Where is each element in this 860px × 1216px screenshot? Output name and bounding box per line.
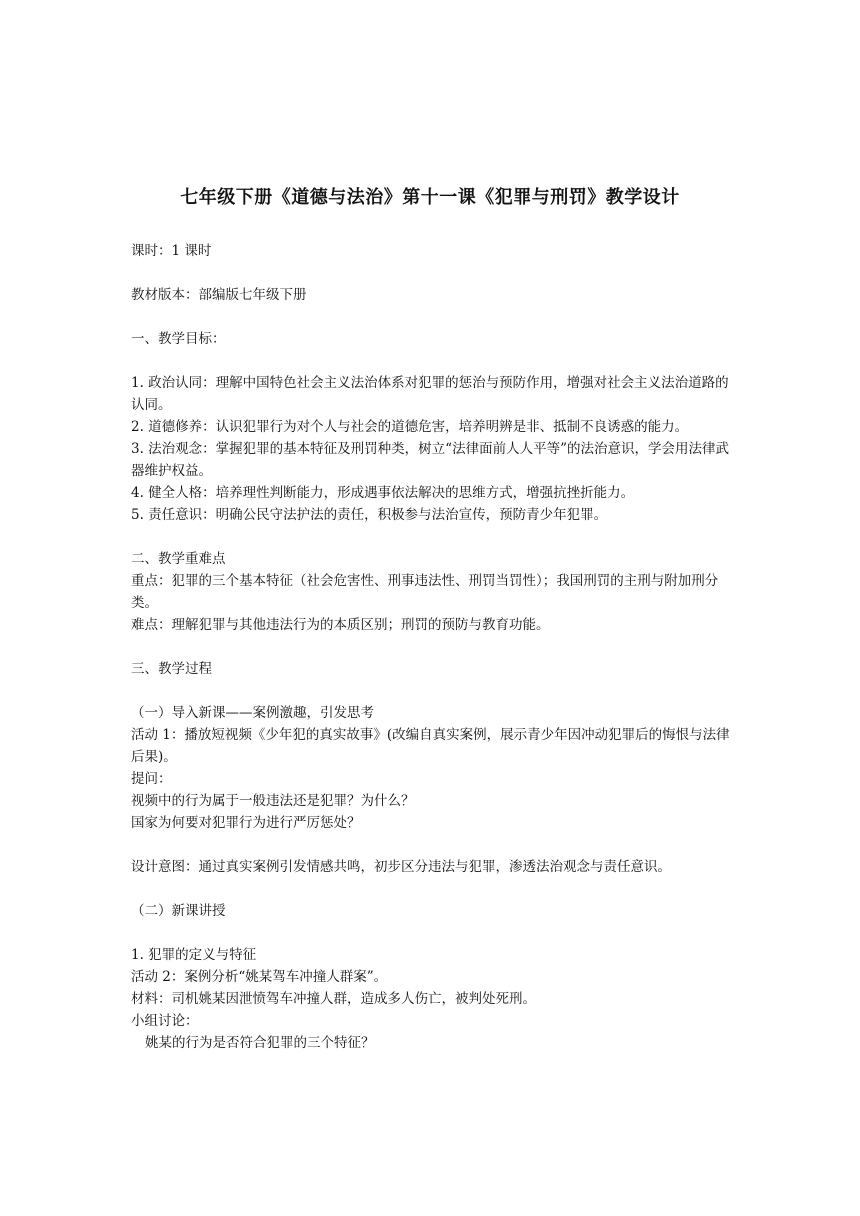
discussion-label: 小组讨论： [131,1013,199,1029]
design-intent: 设计意图：通过真实案例引发情感共鸣，初步区分违法与犯罪，渗透法治观念与责任意识。 [131,859,671,875]
question-label: 提问： [131,771,172,787]
objective-item: 2. 道德修养：认识犯罪行为对个人与社会的道德危害，培养明辨是非、抵制不良诱惑的能力。 [131,419,689,435]
document-body [131,240,741,1054]
section-heading-key-points: 二、教学重难点 [131,551,226,567]
question-item: 视频中的行为属于一般违法还是犯罪？为什么？ [131,793,415,809]
discussion-question: 姚某的行为是否符合犯罪的三个特征？ [145,1035,375,1051]
activity-2: 活动 2：案例分析“姚某驾车冲撞人群案”。 [131,969,388,985]
section-heading-objectives: 一、教学目标： [131,331,226,347]
topic-heading: 1. 犯罪的定义与特征 [131,947,257,963]
activity-1: 活动 1：播放短视频《少年犯的真实故事》(改编自真实案例，展示青少年因冲动犯罪后的悔恨与法律后果)。 [131,727,730,765]
objective-item: 5. 责任意识：明确公民守法护法的责任，积极参与法治宣传，预防青少年犯罪。 [131,507,608,523]
textbook-version: 教材版本：部编版七年级下册 [131,287,307,303]
section-heading-process: 三、教学过程 [131,661,212,677]
objective-item: 1. 政治认同：理解中国特色社会主义法治体系对犯罪的惩治与预防作用，增强对社会主义法治道路的认同。 [131,375,729,413]
objective-item: 3. 法治观念：掌握犯罪的基本特征及刑罚种类，树立“法律面前人人平等”的法治意识，学会用法律武器维护权益。 [131,441,729,479]
question-item: 国家为何要对犯罪行为进行严厉惩处？ [131,815,361,831]
key-point: 重点：犯罪的三个基本特征（社会危害性、刑事违法性、刑罚当罚性）；我国刑罚的主刑与附加刑分类。 [131,573,719,611]
document-title: 七年级下册《道德与法治》第十一课《犯罪与刑罚》教学设计 [180,187,680,208]
case-material: 材料：司机姚某因泄愤驾车冲撞人群，造成多人伤亡，被判处死刑。 [131,991,536,1007]
subsection-heading-intro: （一）导入新课——案例激趣，引发思考 [131,705,374,721]
objective-item: 4. 健全人格：培养理性判断能力，形成遇事依法解决的思维方式，增强抗挫折能力。 [131,485,635,501]
subsection-heading-lecture: （二）新课讲授 [131,903,226,919]
difficult-point: 难点：理解犯罪与其他违法行为的本质区别；刑罚的预防与教育功能。 [131,617,550,633]
class-hours: 课时：1 课时 [131,243,212,259]
